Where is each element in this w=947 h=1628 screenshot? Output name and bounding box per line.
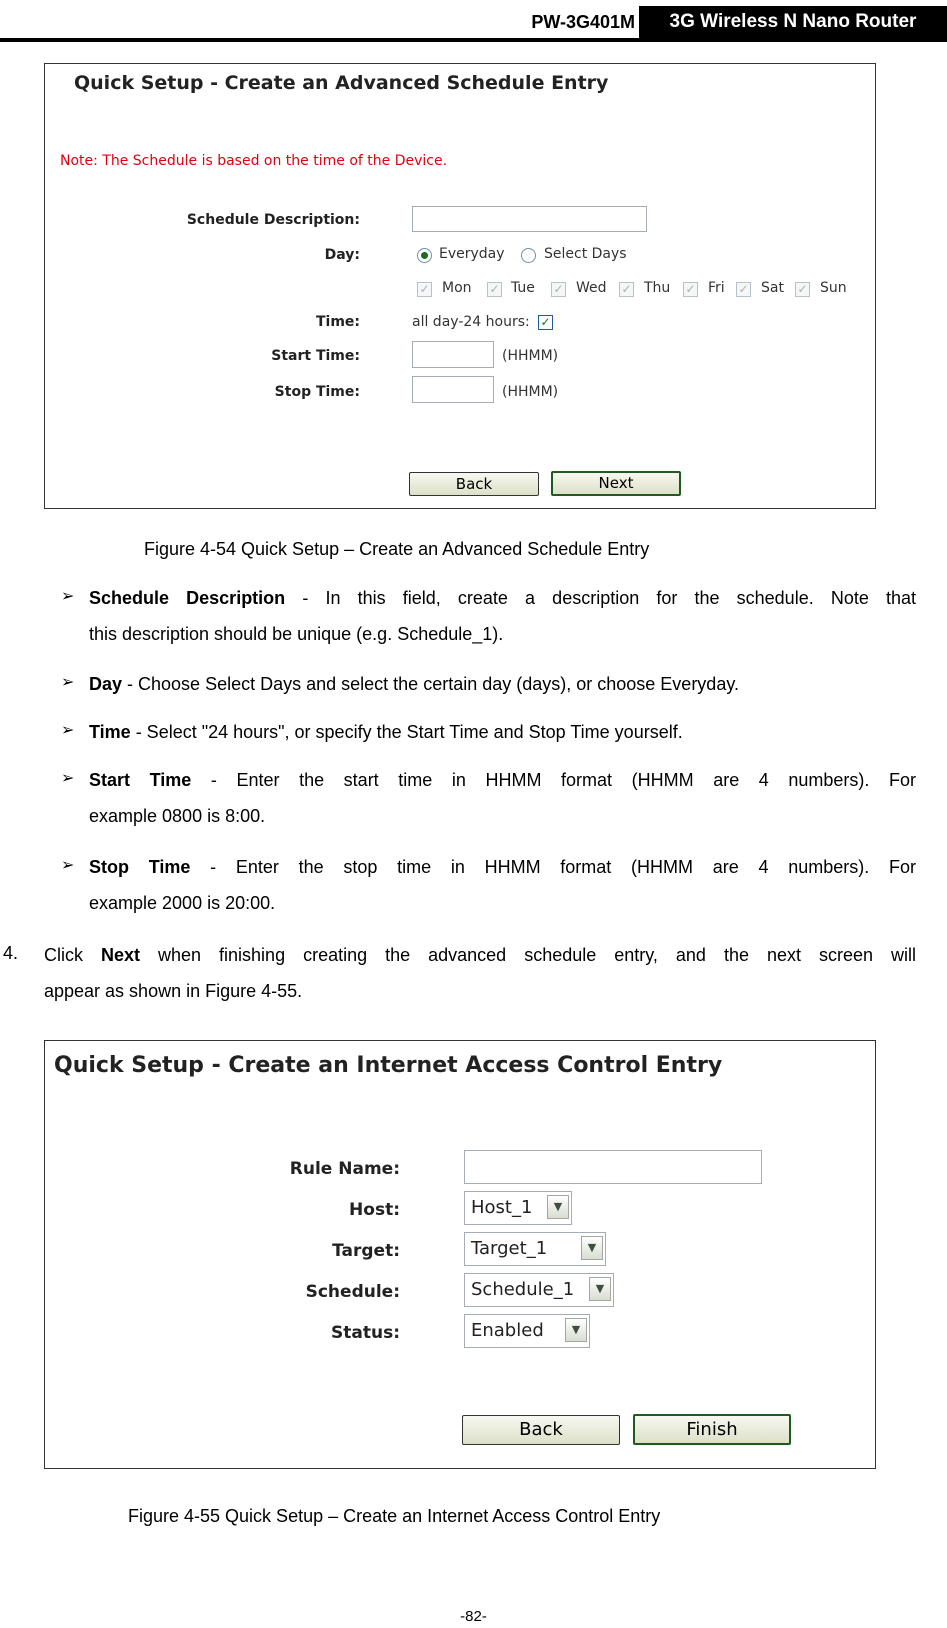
day-label-sun: Sun: [820, 280, 847, 296]
access-control-screenshot: [44, 1040, 876, 1469]
status-label: Status:: [331, 1323, 400, 1343]
chevron-down-icon[interactable]: ▼: [565, 1318, 587, 1342]
host-selected-value: Host_1: [471, 1197, 533, 1218]
bullet-time: Time - Select "24 hours", or specify the Start Time and Stop Time yourself.: [89, 722, 683, 742]
day-label-sat: Sat: [761, 280, 784, 296]
term-stop-time: Stop Time: [89, 857, 191, 877]
everyday-radio[interactable]: [417, 248, 432, 263]
day-checkbox-mon[interactable]: ✓: [417, 282, 432, 297]
day-label-mon: Mon: [442, 280, 472, 296]
page-header: [0, 0, 947, 42]
term-time: Time: [89, 722, 131, 742]
figure-4-54-caption: Figure 4-54 Quick Setup – Create an Advanced Schedule Entry: [144, 539, 650, 559]
everyday-option-label: Everyday: [439, 246, 505, 262]
back-button[interactable]: Back: [409, 472, 539, 496]
day-checkbox-sun[interactable]: ✓: [795, 282, 810, 297]
bullet-glyph: ➢: [61, 722, 75, 739]
bullet-schedule-description-line1: Schedule Description - In this field, create a description for the schedule. Note that: [89, 588, 917, 608]
schedule-selected-value: Schedule_1: [471, 1279, 575, 1300]
term-start-time: Start Time: [89, 770, 192, 790]
bullet-day: Day - Choose Select Days and select the certain day (days), or choose Everyday.: [89, 674, 739, 694]
time-label: Time:: [315, 314, 360, 330]
bullet-stop-time-line1: Stop Time - Enter the stop time in HHMM format (HHMM are 4 numbers). For: [89, 857, 916, 877]
term-day: Day: [89, 674, 123, 694]
term-schedule-description: Schedule Description: [89, 588, 286, 608]
status-select[interactable]: [464, 1314, 590, 1348]
bullet-schedule-description-line2: this description should be unique (e.g. Schedule_1).: [89, 624, 504, 644]
header-model: PW-3G401M: [531, 12, 635, 32]
bullet-glyph: ➢: [61, 674, 75, 691]
figure-4-55-caption: Figure 4-55 Quick Setup – Create an Internet Access Control Entry: [128, 1506, 661, 1526]
chevron-down-icon[interactable]: ▼: [581, 1236, 603, 1260]
access-control-form-title: Quick Setup - Create an Internet Access Control Entry: [54, 1053, 723, 1078]
chevron-down-icon[interactable]: ▼: [589, 1277, 611, 1301]
select-days-option-label: Select Days: [544, 246, 627, 262]
step-next-term: Next: [101, 945, 141, 965]
start-time-input[interactable]: [412, 341, 494, 368]
status-selected-value: Enabled: [471, 1320, 544, 1341]
stop-time-hint: (HHMM): [502, 384, 559, 400]
select-days-radio[interactable]: [521, 248, 536, 263]
day-checkbox-wed[interactable]: ✓: [551, 282, 566, 297]
day-label-wed: Wed: [576, 280, 607, 296]
target-selected-value: Target_1: [471, 1238, 548, 1259]
day-label: Day:: [324, 247, 360, 263]
rule-name-label: Rule Name:: [289, 1159, 400, 1179]
day-checkbox-tue[interactable]: ✓: [487, 282, 502, 297]
page-number: -82-: [460, 1608, 487, 1625]
day-label-thu: Thu: [644, 280, 671, 296]
step-4-line1: Click Next when finishing creating the advanced schedule entry, and the next screen will: [44, 945, 916, 965]
day-label-fri: Fri: [708, 280, 725, 296]
bullet-start-time-line2: example 0800 is 8:00.: [89, 806, 266, 826]
schedule-note: Note: The Schedule is based on the time of the Device.: [60, 153, 448, 169]
stop-time-label: Stop Time:: [274, 384, 360, 400]
bullet-glyph: ➢: [61, 588, 75, 605]
schedule-description-label: Schedule Description:: [186, 212, 360, 228]
day-checkbox-fri[interactable]: ✓: [683, 282, 698, 297]
target-select[interactable]: [464, 1232, 606, 1266]
day-checkbox-thu[interactable]: ✓: [619, 282, 634, 297]
host-select[interactable]: [464, 1191, 572, 1225]
schedule-label: Schedule:: [305, 1282, 400, 1302]
rule-name-input[interactable]: [464, 1150, 762, 1184]
stop-time-input[interactable]: [412, 376, 494, 403]
bullet-stop-time-line2: example 2000 is 20:00.: [89, 893, 276, 913]
advanced-schedule-screenshot: [44, 63, 876, 509]
header-rule: [0, 38, 947, 42]
bullet-glyph: ➢: [61, 857, 75, 874]
start-time-hint: (HHMM): [502, 348, 559, 364]
day-checkbox-sat[interactable]: ✓: [736, 282, 751, 297]
day-label-tue: Tue: [511, 280, 535, 296]
host-label: Host:: [349, 1200, 400, 1220]
header-product: 3G Wireless N Nano Router: [639, 6, 947, 38]
next-button[interactable]: Next: [551, 471, 681, 496]
bullet-glyph: ➢: [61, 770, 75, 787]
step-4-line2: appear as shown in Figure 4-55.: [44, 981, 303, 1001]
step-number: 4.: [3, 943, 19, 963]
schedule-description-input[interactable]: [412, 206, 647, 232]
schedule-select[interactable]: [464, 1273, 614, 1307]
allday-label: all day-24 hours:: [412, 314, 530, 330]
allday-checkbox[interactable]: ✓: [538, 315, 553, 330]
finish-button[interactable]: Finish: [633, 1414, 791, 1445]
bullet-start-time-line1: Start Time - Enter the start time in HHMM format (HHMM are 4 numbers). For: [89, 770, 917, 790]
target-label: Target:: [332, 1241, 400, 1261]
start-time-label: Start Time:: [271, 348, 360, 364]
back-button[interactable]: Back: [462, 1415, 620, 1445]
chevron-down-icon[interactable]: ▼: [547, 1195, 569, 1219]
schedule-form-title: Quick Setup - Create an Advanced Schedule Entry: [74, 72, 609, 94]
